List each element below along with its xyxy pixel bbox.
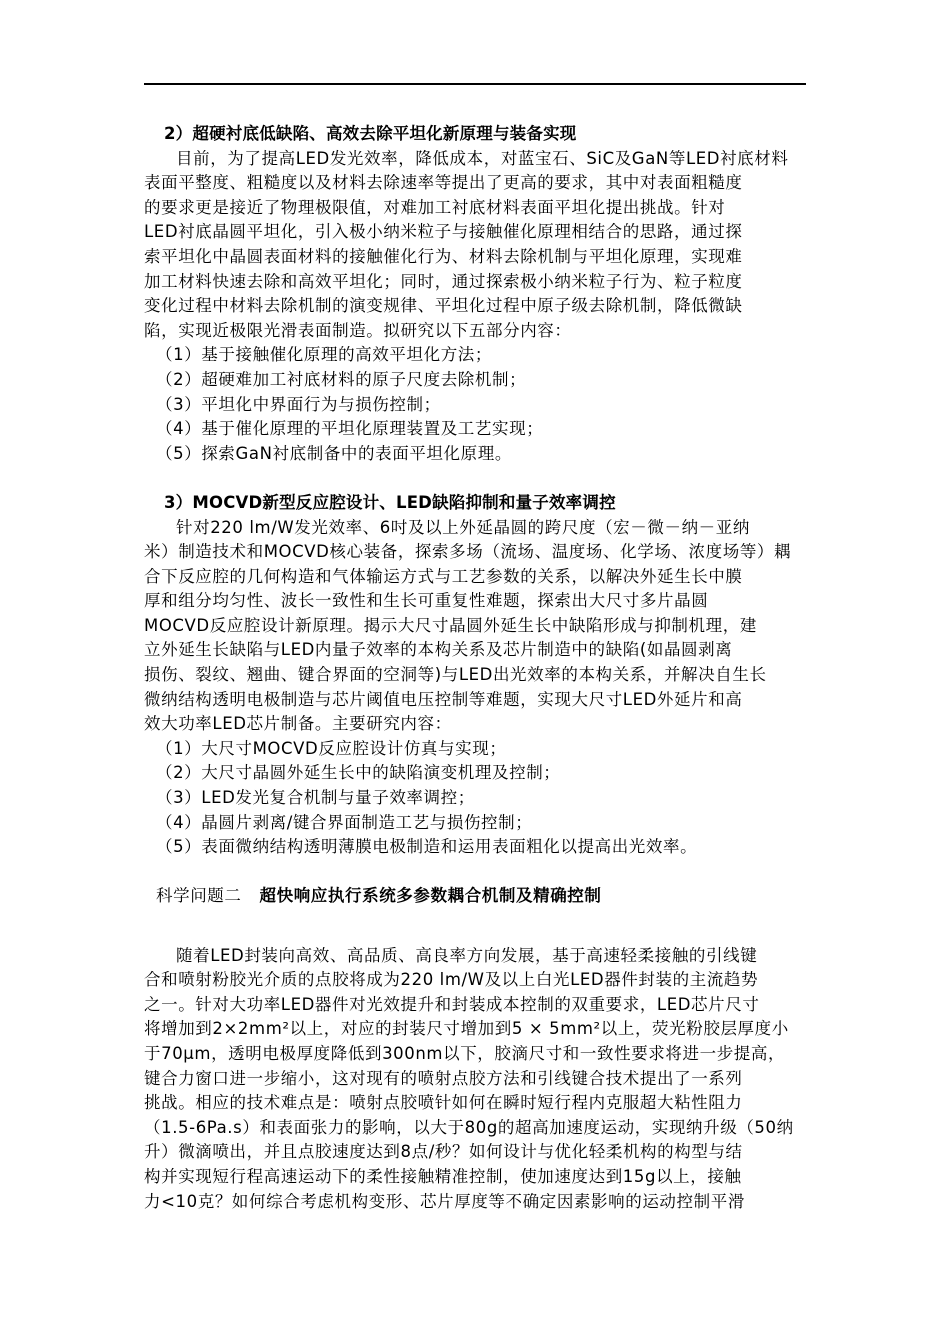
list-item: （1）大尺寸MOCVD反应腔设计仿真与实现； bbox=[156, 738, 507, 758]
section-heading-3: 3）MOCVD新型反应腔设计、LED缺陷抑制和量子效率调控 bbox=[164, 492, 616, 512]
paragraph-line: 变化过程中材料去除机制的演变规律、平坦化过程中原子级去除机制，降低微缺 bbox=[144, 296, 743, 316]
section-3-list bbox=[144, 737, 808, 860]
paragraph-line: 陷，实现近极限光滑表面制造。拟研究以下五部分内容： bbox=[144, 320, 572, 340]
question-title: 超快响应执行系统多参数耦合机制及精确控制 bbox=[259, 886, 602, 906]
paragraph-line: 合下反应腔的几何构造和气体输运方式与工艺参数的关系，以解决外延生长中膜 bbox=[144, 566, 743, 586]
section-2-paragraph bbox=[144, 147, 808, 344]
paragraph-line: 将增加到2×2mm²以上，对应的封装尺寸增加到5 × 5mm²以上，荧光粉胶层厚度小 bbox=[144, 1019, 789, 1039]
paragraph-line: 的要求更是接近了物理极限值，对难加工衬底材料表面平坦化提出挑战。针对 bbox=[144, 197, 726, 217]
list-item: （3）平坦化中界面行为与损伤控制； bbox=[156, 394, 441, 414]
list-item: （4）基于催化原理的平坦化原理装置及工艺实现； bbox=[156, 419, 544, 439]
question-2-paragraph bbox=[144, 944, 808, 1215]
spacer bbox=[144, 934, 808, 944]
paragraph-line: 升）微滴喷出，并且点胶速度达到8点/秒？如何设计与优化轻柔机构的构型与结 bbox=[144, 1142, 743, 1162]
paragraph-line: 构并实现短行程高速运动下的柔性接触精准控制，使加速度达到15g以上，接触 bbox=[144, 1166, 742, 1186]
paragraph-line: 针对220 lm/W发光效率、6吋及以上外延晶圆的跨尺度（宏－微－纳－亚纳 bbox=[176, 517, 750, 537]
paragraph-line: 立外延生长缺陷与LED内量子效率的本构关系及芯片制造中的缺陷(如晶圆剥离 bbox=[144, 640, 733, 660]
spacer bbox=[144, 909, 808, 934]
list-item: （3）LED发光复合机制与量子效率调控； bbox=[156, 788, 475, 808]
list-item: （5）表面微纳结构透明薄膜电极制造和运用表面粗化以提高出光效率。 bbox=[156, 837, 698, 857]
list-item: （1）基于接触催化原理的高效平坦化方法； bbox=[156, 345, 492, 365]
paragraph-line: 效大功率LED芯片制备。主要研究内容： bbox=[144, 714, 452, 734]
paragraph-line: 加工材料快速去除和高效平坦化；同时，通过探索极小纳米粒子行为、粒子粒度 bbox=[144, 271, 743, 291]
paragraph-line: 索平坦化中晶圆表面材料的接触催化行为、材料去除机制与平坦化原理，实现难 bbox=[144, 246, 743, 266]
list-item: （2）大尺寸晶圆外延生长中的缺陷演变机理及控制； bbox=[156, 763, 561, 783]
list-item: （4）晶圆片剥离/键合界面制造工艺与损伤控制； bbox=[156, 812, 533, 832]
paragraph-line: LED衬底晶圆平坦化，引入极小纳米粒子与接触催化原理相结合的思路，通过探 bbox=[144, 222, 743, 242]
list-item: （5）探索GaN衬底制备中的表面平坦化原理。 bbox=[156, 443, 512, 463]
paragraph-line: MOCVD反应腔设计新原理。揭示大尺寸晶圆外延生长中缺陷形成与抑制机理，建 bbox=[144, 615, 757, 635]
paragraph-line: 表面平整度、粗糙度以及材料去除速率等提出了更高的要求，其中对表面粗糙度 bbox=[144, 173, 743, 193]
header-rule bbox=[144, 83, 806, 85]
section-heading-2: 2）超硬衬底低缺陷、高效去除平坦化新原理与装备实现 bbox=[164, 124, 577, 143]
paragraph-line: 之一。针对大功率LED器件对光效提升和封装成本控制的双重要求，LED芯片尺寸 bbox=[144, 994, 760, 1014]
paragraph-line: （1.5-6Pa.s）和表面张力的影响，以大于80g的超高加速度运动，实现纳升级（50纳 bbox=[144, 1117, 794, 1137]
page-content bbox=[144, 122, 808, 1214]
question-label: 科学问题二 bbox=[156, 886, 242, 906]
paragraph-line: 合和喷射粉胶光介质的点胶将成为220 lm/W及以上白光LED器件封装的主流趋势 bbox=[144, 970, 759, 990]
paragraph-line: 厚和组分均匀性、波长一致性和生长可重复性难题，探索出大尺寸多片晶圆 bbox=[144, 591, 709, 611]
paragraph-line: 键合力窗口进一步缩小，这对现有的喷射点胶方法和引线键合技术提出了一系列 bbox=[144, 1068, 743, 1088]
paragraph-line: 力<10克？如何综合考虑机构变形、芯片厚度等不确定因素影响的运动控制平滑 bbox=[144, 1191, 745, 1211]
paragraph-line: 随着LED封装向高效、高品质、高良率方向发展，基于高速轻柔接触的引线键 bbox=[176, 945, 758, 965]
paragraph-line: 挑战。相应的技术难点是：喷射点胶喷针如何在瞬时短行程内克服超大粘性阻力 bbox=[144, 1093, 743, 1113]
spacer bbox=[144, 466, 808, 491]
section-3-paragraph bbox=[144, 516, 808, 737]
question-heading bbox=[144, 884, 808, 909]
section-2-list bbox=[144, 343, 808, 466]
paragraph-line: 损伤、裂纹、翘曲、键合界面的空洞等)与LED出光效率的本构关系，并解决自生长 bbox=[144, 665, 767, 685]
paragraph-line: 目前，为了提高LED发光效率，降低成本，对蓝宝石、SiC及GaN等LED衬底材料 bbox=[176, 148, 789, 168]
paragraph-line: 微纳结构透明电极制造与芯片阈值电压控制等难题，实现大尺寸LED外延片和高 bbox=[144, 689, 743, 709]
spacer bbox=[144, 860, 808, 885]
list-item: （2）超硬难加工衬底材料的原子尺度去除机制； bbox=[156, 369, 527, 389]
paragraph-line: 于70μm，透明电极厚度降低到300nm以下，胶滴尺寸和一致性要求将进一步提高， bbox=[144, 1043, 786, 1063]
paragraph-line: 米）制造技术和MOCVD核心装备，探索多场（流场、温度场、化学场、浓度场等）耦 bbox=[144, 542, 792, 562]
